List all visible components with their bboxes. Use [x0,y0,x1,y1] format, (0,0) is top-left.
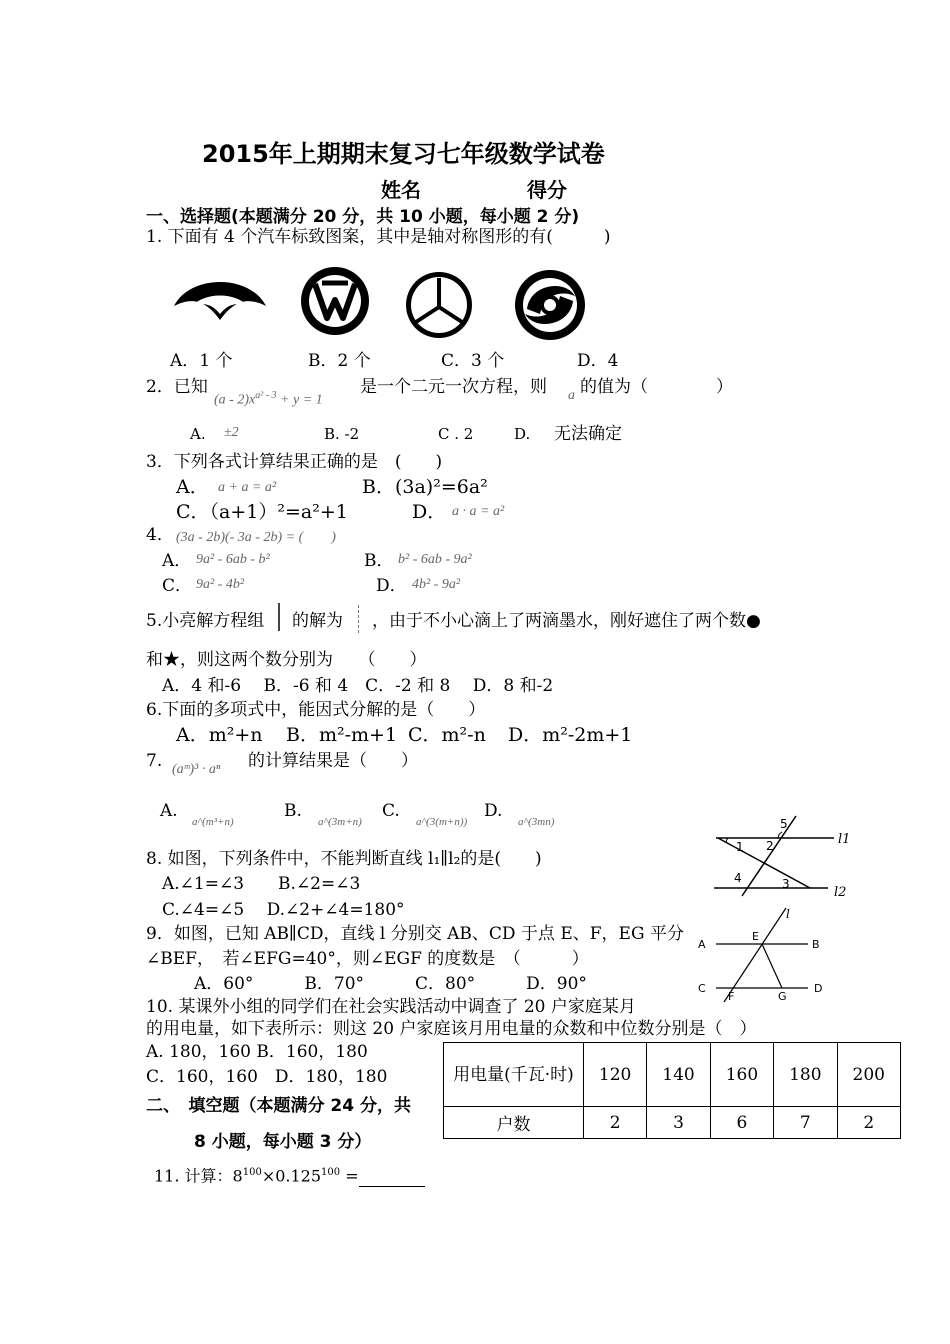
q7-option-a: A. [160,801,178,821]
table-cell: 3 [647,1107,710,1139]
equation-system-image [278,603,290,631]
q6-option-c: C．m²-n [408,724,486,746]
q7-option-c-expr: a^(3(m+n)) [416,816,468,828]
point-B-label: B [812,938,820,951]
q2-option-b: B. -2 [324,425,360,443]
q8-options-row2: C.∠4=∠5 D.∠2+∠4=180° [162,900,405,920]
electricity-usage-table [443,1042,901,1139]
page-title: 2015年上期期末复习七年级数学试卷 [202,140,605,168]
q1-option-b: B．2 个 [308,351,371,371]
q11-text: 11. 计算：$8^{100}\times 0.125^{100}$ = [154,1162,425,1187]
q3-option-d-expr: a · a = a² [452,504,505,519]
q5-line2: 和★，则这两个数分别为 （ ） [146,650,427,670]
q6-text: 6.下面的多项式中，能因式分解的是（ ） [146,700,486,720]
line-l-label: l [786,907,790,921]
angle-3-label: 3 [782,877,790,891]
angle-5-label: 5 [780,817,788,831]
q7-text: 的计算结果是（ ） [248,751,418,771]
q4-option-d-expr: 4b² - 9a² [412,577,461,592]
q2-equation: $(a - 2)x^{a^2 - 3} + y = 1$ [214,390,323,408]
table-cell: 120 [583,1043,646,1107]
table-cell: 7 [774,1107,837,1139]
table-cell: 2 [583,1107,646,1139]
q4-option-a-expr: 9a² - 6ab - b² [196,552,270,567]
dongfeng-logo [515,270,585,340]
q7-option-b: B. [284,801,302,821]
q2-option-a: A. [190,425,206,443]
q3-option-b: B．(3a)²=6a² [362,476,488,498]
q2-option-d: D. [514,425,531,443]
point-G-label: G [778,990,787,1003]
q3-option-c: C．（a+1）²=a²+1 [176,501,348,523]
q1-text: 1. 下面有 4 个汽车标致图案，其中是轴对称图形的有( ) [146,227,611,247]
q6-option-b: B．m²-m+1 [286,724,398,746]
q3-text: 3．下列各式计算结果正确的是 ( ) [146,452,443,472]
q3-option-a-expr: a + a = a² [218,480,277,495]
q2-suffix: 的值为（ ） [580,377,733,397]
q9-line1: 9．如图，已知 AB∥CD，直线 l 分别交 AB、CD 于点 E、F，EG 平分 [146,924,684,944]
q4-option-c-expr: 9a² - 4b² [196,577,245,592]
point-C-label: C [698,982,706,995]
q11-answer-blank[interactable] [359,1170,425,1187]
q5-options: A．4 和-6 B．-6 和 4 C．-2 和 8 D．8 和-2 [162,676,554,696]
q3-option-d: D． [412,501,447,523]
table-cell: 2 [837,1107,900,1139]
q7-option-c: C. [382,801,400,821]
q6-option-a: A．m²+n [176,724,263,746]
q4-num: 4． [146,525,174,545]
q7-option-b-expr: a^(3m+n) [318,816,362,828]
name-label: 姓名 [381,178,421,202]
q1-option-c: C．3 个 [441,351,505,371]
point-A-label: A [698,938,706,951]
q10-line2: 的用电量，如下表所示：则这 20 户家庭该月用电量的众数和中位数分别是（ ） [146,1019,757,1039]
q2-option-a-value: ±2 [224,425,239,440]
mercedes-logo [406,272,472,338]
q7-option-a-expr: a^(m³+n) [192,816,234,828]
q8-text: 8. 如图，下列条件中，不能判断直线 l₁∥l₂的是( ) [146,849,542,869]
line-l1-label: l1 [838,832,851,847]
q6-option-d: D．m²-2m+1 [508,724,633,746]
q4-expression: (3a - 2b)(- 3a - 2b) = ( ) [176,530,336,545]
q4-option-b: B． [364,551,394,571]
q1-option-d: D．4 [577,351,619,371]
table-cell: 160 [710,1043,773,1107]
point-F-label: F [728,990,735,1003]
solution-image [358,605,369,633]
score-label: 得分 [527,178,567,202]
angle-2-label: 2 [766,839,774,853]
q4-option-b-expr: b² - 6ab - 9a² [398,552,472,567]
section1-heading: 一、选择题(本题满分 20 分，共 10 小题，每小题 2 分) [146,207,580,227]
table-cell: 6 [710,1107,773,1139]
q2-option-c: C . 2 [438,425,474,443]
table-header-usage: 用电量(千瓦·时) [444,1043,584,1107]
q5-line1-mid: 的解为 [292,611,343,631]
infiniti-logo [174,282,266,320]
angle-4-label: 4 [734,871,742,885]
q3-option-a: A． [176,476,209,498]
point-D-label: D [814,982,823,995]
table-cell: 200 [837,1043,900,1107]
q2-prefix: 2．已知 [146,377,208,397]
q5-line1-start: 5.小亮解方程组 [146,611,265,631]
section2-heading-line1: 二、 填空题（本题满分 24 分，共 [146,1096,411,1116]
q7-option-d: D. [484,801,503,821]
q7-expression: (aᵐ)³ · aⁿ [172,762,221,777]
q10-options-row1: A. 180，160 B．160，180 [146,1042,368,1062]
q5-line1-end: ，由于不小心滴上了两滴墨水，刚好遮住了两个数● [372,611,761,631]
q2-variable: a [568,388,575,403]
table-cell: 180 [774,1043,837,1107]
q9-options: A．60° B．70° C．80° D．90° [194,974,587,994]
q10-options-row2: C．160，160 D．180，180 [146,1067,388,1087]
q7-num: 7. [146,751,163,771]
q2-mid-text: 是一个二元一次方程，则 [360,377,547,397]
section2-heading-line2: 8 小题，每小题 3 分） [194,1132,372,1152]
parallel-lines-figure [706,808,866,904]
point-E-label: E [752,930,759,943]
q7-option-d-expr: a^(3mn) [518,816,555,828]
q10-line1: 10. 某课外小组的同学们在社会实践活动中调查了 20 户家庭某月 [146,997,636,1017]
transversal-figure [694,902,830,1004]
q4-option-c: C． [162,576,193,596]
q4-option-a: A． [162,551,192,571]
q1-option-a: A．1 个 [170,351,233,371]
table-row [444,1043,901,1107]
q9-line2: ∠BEF， 若∠EFG=40°，则∠EGF 的度数是 （ ） [146,949,589,969]
q8-options-row1: A.∠1=∠3 B.∠2=∠3 [162,874,361,894]
q2-option-d-value: 无法确定 [554,424,622,444]
angle-1-label: 1 [736,840,744,854]
volkswagen-logo [301,267,369,335]
table-row [444,1107,901,1139]
q4-option-d: D． [376,576,407,596]
table-header-households: 户数 [444,1107,584,1139]
table-cell: 140 [647,1043,710,1107]
car-logos-figure [170,264,610,344]
line-l2-label: l2 [834,885,847,900]
